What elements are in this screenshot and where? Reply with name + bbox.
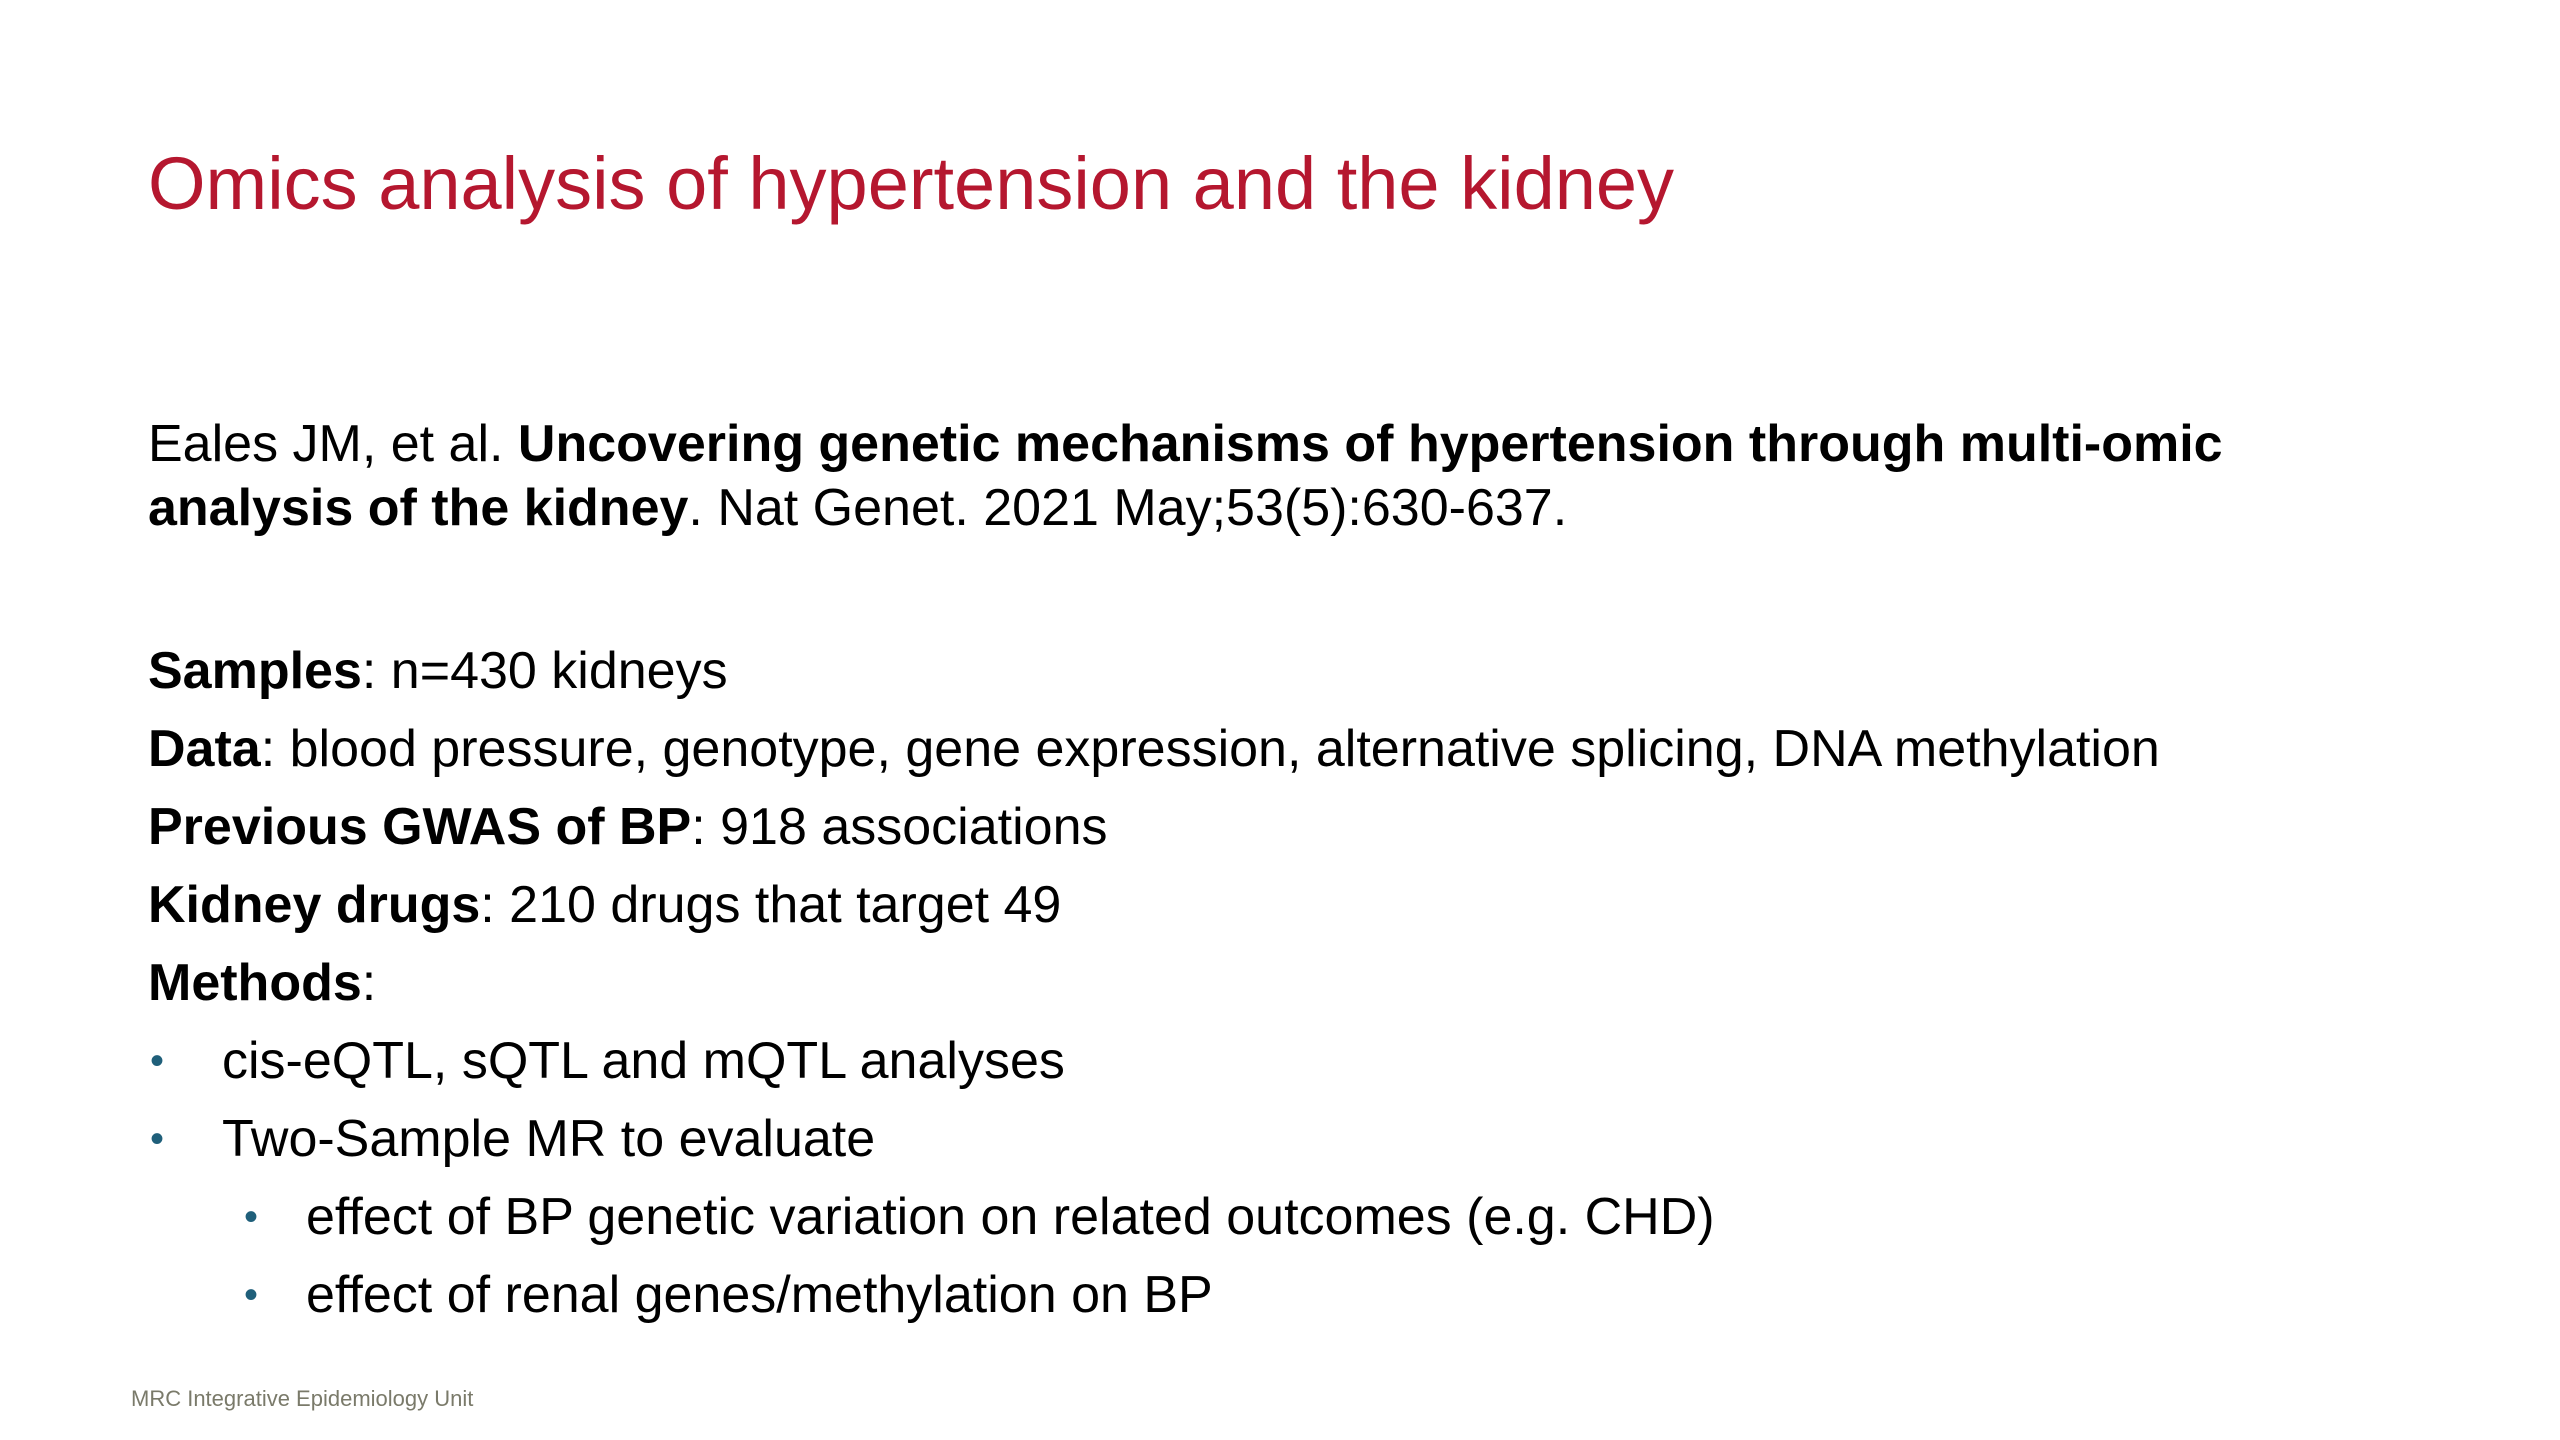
field-samples: [148, 632, 2408, 710]
field-kidney-drugs: [148, 866, 2408, 944]
bullet-icon: •: [150, 1117, 165, 1161]
list-item-text: Two-Sample MR to evaluate: [222, 1110, 876, 1168]
sub-list-item: [148, 1256, 2408, 1334]
field-separator: :: [260, 720, 290, 778]
field-label: Methods: [148, 954, 362, 1012]
methods-list: [148, 1022, 2408, 1334]
citation: [148, 412, 2368, 540]
field-data: [148, 710, 2408, 788]
slide-title: Omics analysis of hypertension and the kidney: [148, 142, 1675, 225]
list-item-text: effect of BP genetic variation on related outcomes (e.g. CHD): [306, 1188, 1715, 1246]
field-label: Previous GWAS of BP: [148, 798, 692, 856]
bullet-icon: •: [244, 1273, 259, 1317]
field-value: n=430 kidneys: [390, 642, 728, 700]
field-value: 210 drugs that target 49: [509, 876, 1062, 934]
field-label: Data: [148, 720, 261, 778]
list-item: [148, 1022, 2408, 1100]
bullet-icon: •: [150, 1039, 165, 1083]
field-separator: :: [691, 798, 721, 856]
field-value: blood pressure, genotype, gene expression, alternative splicing, DNA methylation: [289, 720, 2160, 778]
footer-organization: MRC Integrative Epidemiology Unit: [131, 1386, 474, 1411]
list-item: [148, 1100, 2408, 1178]
field-label: Kidney drugs: [148, 876, 481, 934]
field-value: 918 associations: [720, 798, 1108, 856]
field-previous-gwas: [148, 788, 2408, 866]
field-separator: :: [361, 642, 391, 700]
field-label: Samples: [148, 642, 362, 700]
study-details: [148, 632, 2408, 1334]
field-methods: [148, 944, 2408, 1022]
field-separator: :: [480, 876, 510, 934]
sub-list-item: [148, 1178, 2408, 1256]
bullet-icon: •: [244, 1195, 259, 1239]
citation-article-title: Uncovering genetic mechanisms of hypertension through multi-omic analysis of the kidney: [148, 415, 2223, 537]
citation-journal-info: . Nat Genet. 2021 May;53(5):630-637.: [688, 479, 1568, 537]
field-separator: :: [361, 954, 377, 1012]
list-item-text: cis-eQTL, sQTL and mQTL analyses: [222, 1032, 1065, 1090]
citation-authors: Eales JM, et al.: [148, 415, 518, 473]
list-item-text: effect of renal genes/methylation on BP: [306, 1266, 1213, 1324]
